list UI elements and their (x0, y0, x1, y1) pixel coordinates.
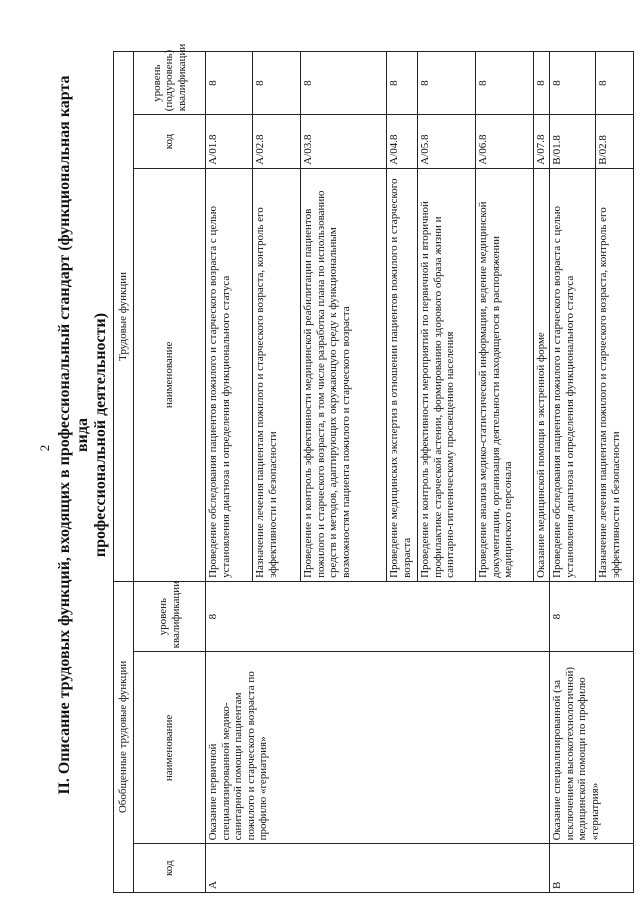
function-level: 8 (596, 52, 634, 115)
header-sublevel: уровень (подуровень) квалификации (134, 52, 206, 115)
function-level: 8 (301, 52, 387, 115)
header-row-2 (134, 52, 206, 893)
function-level: 8 (418, 52, 476, 115)
group-level: 8 (550, 581, 634, 652)
header-code: код (134, 844, 206, 893)
header-level: уровень квалификации (134, 581, 206, 652)
function-name: Назначение лечения пациентам пожилого и старческого возраста, контроль его эффективности и безопасности (253, 168, 301, 581)
function-map-table (113, 43, 634, 893)
function-level: 8 (476, 52, 534, 115)
group-code: А (206, 844, 550, 893)
header-function-name: наименование (134, 168, 206, 581)
group-name: Оказание первичной специализированной медико-санитарной помощи пациентам пожилого и старческого возраста по профилю «гериатрия» (206, 652, 550, 844)
header-row-1 (114, 52, 134, 893)
function-name: Проведение обследования пациентов пожилого и старческого возраста с целью установления диагноза и определения функционального статуса (550, 168, 596, 581)
group-code: В (550, 844, 634, 893)
function-code: B/01.8 (550, 115, 596, 168)
function-level: 8 (550, 52, 596, 115)
function-name: Оказание медицинской помощи в экстренной форме (534, 168, 550, 581)
group-level: 8 (206, 581, 550, 652)
function-code: A/03.8 (301, 115, 387, 168)
function-name: Проведение анализа медико-статистической информации, ведение медицинской документации, организация деятельности находящегося в распоряжении медицинского персонала (476, 168, 534, 581)
function-code: B/02.8 (596, 115, 634, 168)
function-code: A/06.8 (476, 115, 534, 168)
function-name: Проведение обследования пациентов пожилого и старческого возраста с целью установления диагноза и определения функционального статуса (206, 168, 253, 581)
function-level: 8 (387, 52, 418, 115)
function-code: A/01.8 (206, 115, 253, 168)
header-generalized: Обобщенные трудовые функции (114, 581, 134, 892)
function-name: Проведение и контроль эффективности медицинской реабилитации пациентов пожилого и старческого возраста, в том числе разработка плана по использованию средств и методов, адаптирующих окружающую среду к функциональным возможностям пациента пожилого и старческого возраста (301, 168, 387, 581)
function-level: 8 (253, 52, 301, 115)
function-code: A/07.8 (534, 115, 550, 168)
table-row (550, 52, 596, 893)
page-title-line2: профессиональной деятельности) (92, 312, 109, 558)
page-title (56, 75, 110, 795)
table-row (206, 52, 253, 893)
header-function-code: код (134, 115, 206, 168)
function-name: Проведение и контроль эффективности мероприятий по первичной и вторичной профилактике старческой астении, формированию здорового образа жизни и санитарно-гигиеническому просвещению населения (418, 168, 476, 581)
page-number: 2 (37, 444, 52, 452)
function-name: Проведение медицинских экспертиз в отношении пациентов пожилого и старческого возраста (387, 168, 418, 581)
page-title-line1: II. Описание трудовых функций, входящих в профессиональный стандарт (функциональная карта вида (56, 75, 91, 795)
function-code: A/05.8 (418, 115, 476, 168)
header-labor: Трудовые функции (114, 52, 134, 582)
group-name: Оказание специализированной (за исключением высокотехнологичной) медицинской помощи по профилю «гериатрия» (550, 652, 634, 844)
function-code: A/02.8 (253, 115, 301, 168)
function-level: 8 (534, 52, 550, 115)
header-name: наименование (134, 652, 206, 844)
function-code: A/04.8 (387, 115, 418, 168)
function-level: 8 (206, 52, 253, 115)
function-name: Назначение лечения пациентам пожилого и старческого возраста, контроль его эффективности и безопасности (596, 168, 634, 581)
